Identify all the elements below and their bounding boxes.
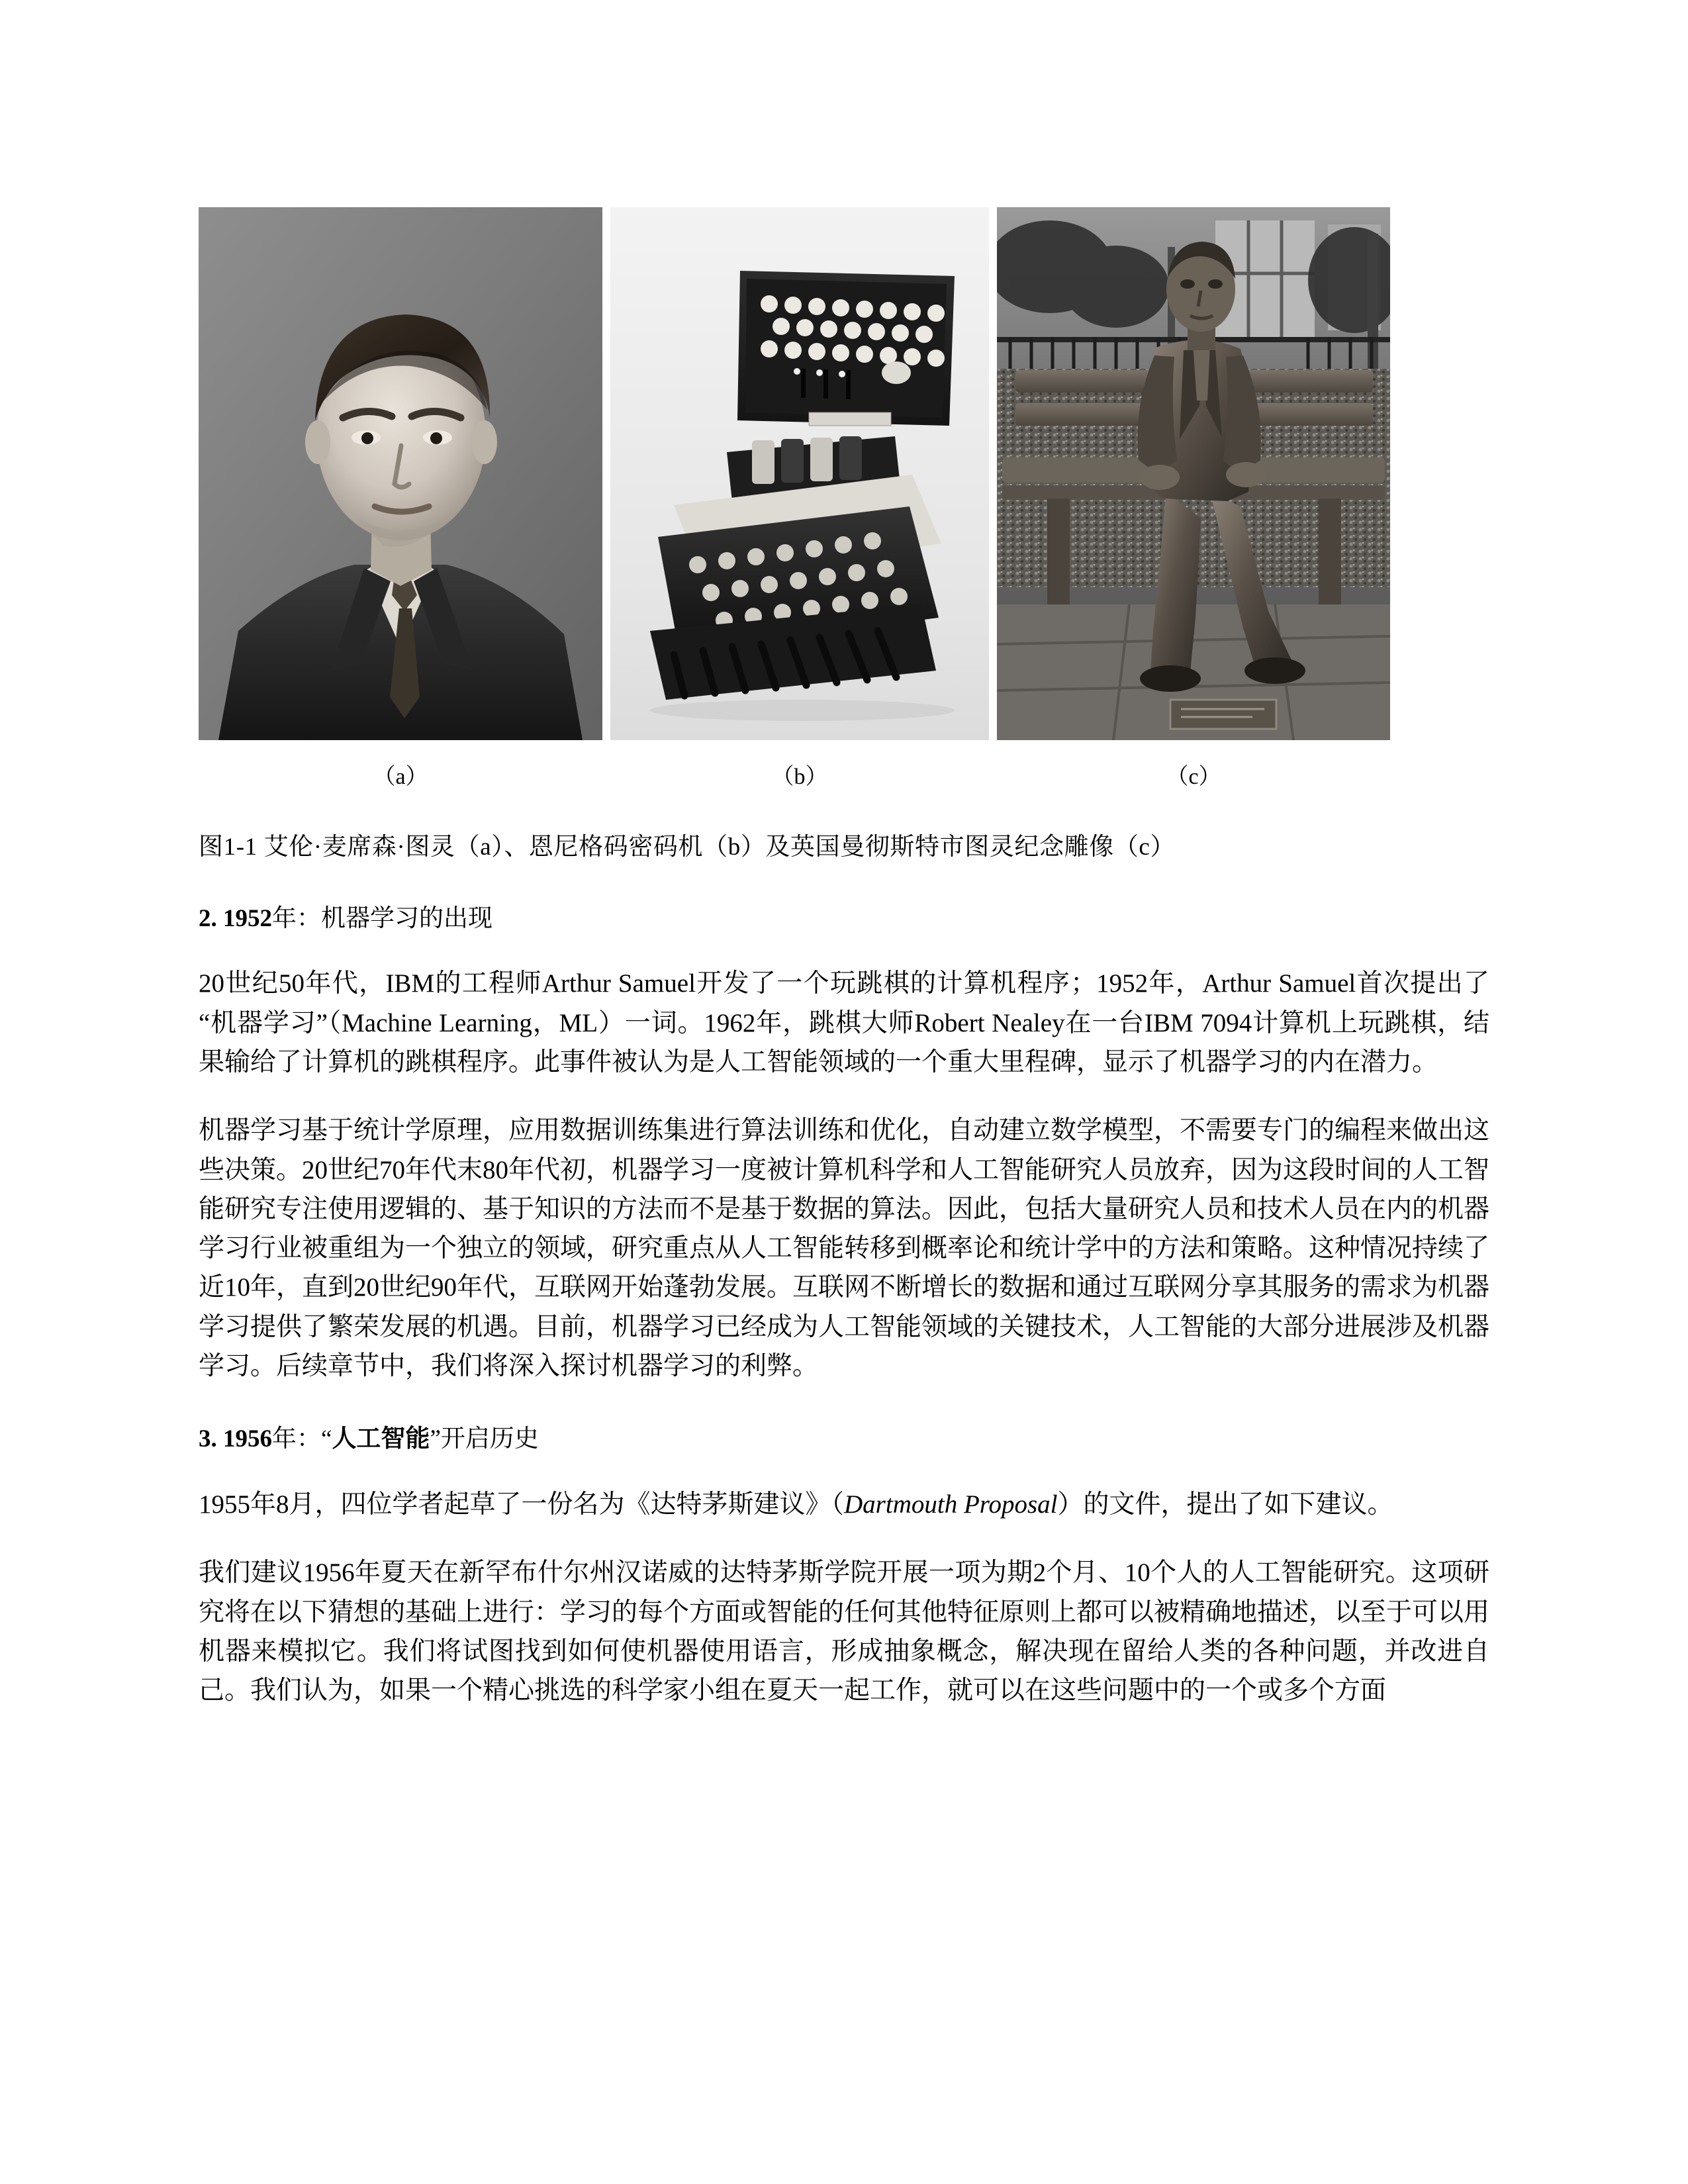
- section-3-paragraph-2: 我们建议1956年夏天在新罕布什尔州汉诺威的达特茅斯学院开展一项为期2个月、10个人的人工智能研究。这项研究将在以下猜想的基础上进行：学习的每个方面或智能的任何其他特征原则上都可以被精确地描述，以至于可以用机器来模拟它。我们将试图找到如何使机器使用语言，形成抽象概念，解决现在留给人类的各种问题，并改进自己。我们认为，如果一个精心挑选的科学家小组在夏天一起工作，就可以在这些问题中的一个或多个方面: [199, 1558, 1490, 1705]
- section-heading-2-number: 2. 1952: [199, 904, 272, 932]
- section-heading-3-mid: 年：“: [272, 1425, 332, 1453]
- figure-caption: 图1-1 艾伦·麦席森·图灵（a）、恩尼格码密码机（b）及英国曼彻斯特市图灵纪念雕像（c）: [199, 833, 1176, 861]
- enigma-machine-image: [610, 207, 989, 740]
- section-heading-3-text: ”开启历史: [430, 1425, 539, 1453]
- dartmouth-post-text: ）的文件，提出了如下建议。: [1057, 1490, 1393, 1519]
- section-heading-3-number: 3. 1956: [199, 1425, 272, 1453]
- figure-image-row: [199, 207, 1390, 740]
- page-content: [199, 0, 1489, 1710]
- figure-subcaption-row: [199, 757, 1390, 797]
- figure-panel-c-turing-statue: [997, 207, 1390, 740]
- dartmouth-pre-text: 1955年8月，四位学者起草了一份名为《达特茅斯建议》（: [199, 1490, 845, 1519]
- section-2-paragraph-1: 20世纪50年代，IBM的工程师Arthur Samuel开发了一个玩跳棋的计算机程序；1952年，Arthur Samuel首次提出了“机器学习”（Machine Learning，ML）一词。1962年，跳棋大师Robert Nealey在一台IBM 7094计算机上玩跳棋，结果输给了计算机的跳棋程序。此事件被认为是人工智能领域的一个重大里程碑，显示了机器学习的内在潜力。: [199, 969, 1489, 1076]
- figure-panel-b-enigma-machine: [610, 207, 989, 740]
- section-heading-3: [199, 1423, 1489, 1456]
- figure-subcaption-c: （c）: [1166, 765, 1221, 789]
- figure-panel-a-turing-portrait: [199, 207, 602, 740]
- turing-portrait-image: [199, 207, 602, 740]
- dartmouth-proposal-title: Dartmouth Proposal: [844, 1490, 1058, 1519]
- turing-statue-image: [997, 207, 1390, 740]
- section-heading-2-text: 年：机器学习的出现: [272, 904, 492, 932]
- section-3-paragraph-1: [199, 1485, 1489, 1524]
- section-heading-3-keyword: 人工智能: [332, 1425, 430, 1453]
- section-2-paragraph-2: 机器学习基于统计学原理，应用数据训练集进行算法训练和优化，自动建立数学模型，不需要专门的编程来做出这些决策。20世纪70年代末80年代初，机器学习一度被计算机科学和人工智能研究人员放弃，因为这段时间的人工智能研究专注使用逻辑的、基于知识的方法而不是基于数据的算法。因此，包括大量研究人员和技术人员在内的机器学习行业被重组为一个独立的领域，研究重点从人工智能转移到概率论和统计学中的方法和策略。这种情况持续了近10年，直到20世纪90年代，互联网开始蓬勃发展。互联网不断增长的数据和通过互联网分享其服务的需求为机器学习提供了繁荣发展的机遇。目前，机器学习已经成为人工智能领域的关键技术，人工智能的大部分进展涉及机器学习。后续章节中，我们将深入探讨机器学习的利弊。: [199, 1116, 1490, 1380]
- section-heading-2: [199, 902, 1489, 935]
- figure-subcaption-a: （a）: [373, 765, 428, 789]
- figure-1-1: [199, 0, 1489, 865]
- figure-subcaption-b: （b）: [771, 765, 828, 789]
